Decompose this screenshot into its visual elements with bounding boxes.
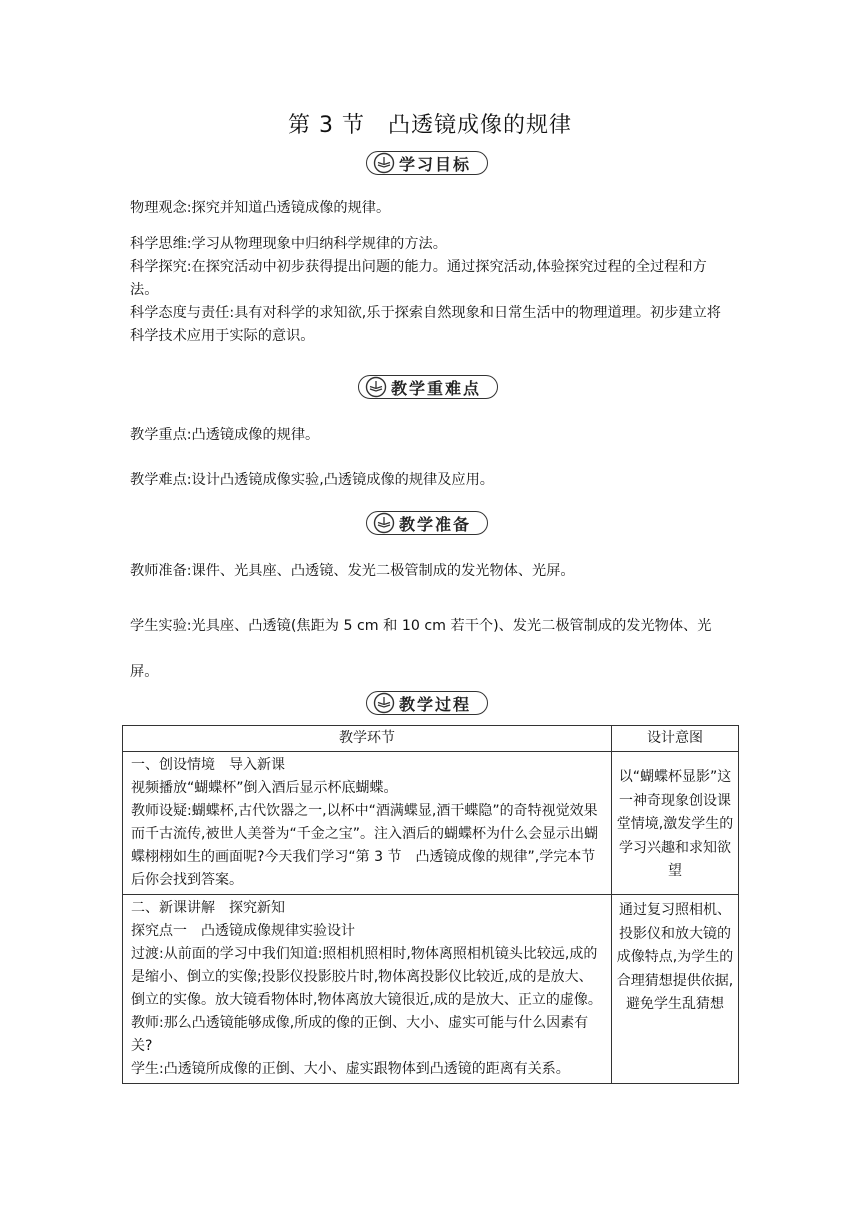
goal-scientific-attitude: 科学态度与责任:具有对科学的求知欲,乐于探索自然现象和日常生活中的物理道理。初步建立将科学技术应用于实际的意识。 — [130, 305, 721, 344]
goal-scientific-inquiry: 科学探究:在探究活动中初步获得提出问题的能力。通过探究活动,体验探究过程的全过程和方法。 — [130, 259, 707, 298]
step-text: 教师设疑:蝴蝶杯,古代饮器之一,以杯中“酒满蝶显,酒干蝶隐”的奇特视觉效果而千古流传,被世人美誉为“千金之宝”。注入酒后的蝴蝶杯为什么会显示出蝴蝶栩栩如生的画面呢?今天我们学习“第 3 节 凸透镜成像的规律”,学完本节后你会找到答案。 — [131, 803, 598, 888]
teaching-difficulty: 教学难点:设计凸透镜成像实验,凸透镜成像的规律及应用。 — [130, 472, 494, 488]
section-badge-label: 学习目标 — [399, 154, 472, 174]
step-cell — [123, 895, 612, 1084]
student-experiment: 学生实验:光具座、凸透镜(焦距为 5 cm 和 10 cm 若干个)、发光二极管制成的发光物体、光屏。 — [130, 618, 712, 680]
step-text: 过渡:从前面的学习中我们知道:照相机照相时,物体离照相机镜头比较远,成的是缩小、倒立的实像;投影仪投影胶片时,物体离投影仪比较近,成的是放大、倒立的实像。放大镜看物体时,物体离放大镜很近,成的是放大、正立的虚像。 — [131, 946, 602, 1008]
step-subheading: 探究点一 凸透镜成像规律实验设计 — [131, 923, 355, 939]
section-badge-label: 教学过程 — [399, 694, 472, 714]
teacher-preparation: 教师准备:课件、光具座、凸透镜、发光二极管制成的发光物体、光屏。 — [130, 563, 575, 579]
table-row — [123, 895, 739, 1084]
section-badge-key-points — [358, 375, 498, 399]
step-cell — [123, 752, 612, 895]
intent-cell: 通过复习照相机、投影仪和放大镜的成像特点,为学生的合理猜想提供依据,避免学生乱猜想 — [612, 895, 739, 1084]
section-badge-goals — [366, 151, 488, 175]
step-heading: 一、创设情境 导入新课 — [131, 757, 285, 773]
header-teaching-step: 教学环节 — [123, 726, 612, 752]
book-icon — [373, 152, 395, 174]
book-icon — [373, 512, 395, 534]
section-badge-label: 教学准备 — [399, 514, 472, 534]
section-badge-label: 教学重难点 — [391, 378, 482, 398]
page-title: 第 3 节 凸透镜成像的规律 — [288, 113, 572, 138]
intent-cell: 以“蝴蝶杯显影”这一神奇现象创设课堂情境,激发学生的学习兴趣和求知欲望 — [612, 752, 739, 895]
step-text: 学生:凸透镜所成像的正倒、大小、虚实跟物体到凸透镜的距离有关系。 — [131, 1061, 570, 1077]
book-icon — [373, 692, 395, 714]
goal-scientific-thinking: 科学思维:学习从物理现象中归纳科学规律的方法。 — [130, 236, 447, 252]
section-badge-preparation — [366, 511, 488, 535]
goal-physics-concept: 物理观念:探究并知道凸透镜成像的规律。 — [130, 200, 391, 216]
step-text: 视频播放“蝴蝶杯”倒入酒后显示杯底蝴蝶。 — [131, 780, 398, 796]
table-row — [123, 752, 739, 895]
section-badge-process — [366, 691, 488, 715]
teaching-process-table — [122, 725, 739, 1084]
teaching-focus: 教学重点:凸透镜成像的规律。 — [130, 427, 320, 443]
book-icon — [365, 376, 387, 398]
header-design-intent: 设计意图 — [612, 726, 739, 752]
table-header-row — [123, 726, 739, 752]
step-heading: 二、新课讲解 探究新知 — [131, 900, 285, 916]
step-text: 教师:那么凸透镜能够成像,所成的像的正倒、大小、虚实可能与什么因素有关? — [131, 1015, 589, 1054]
